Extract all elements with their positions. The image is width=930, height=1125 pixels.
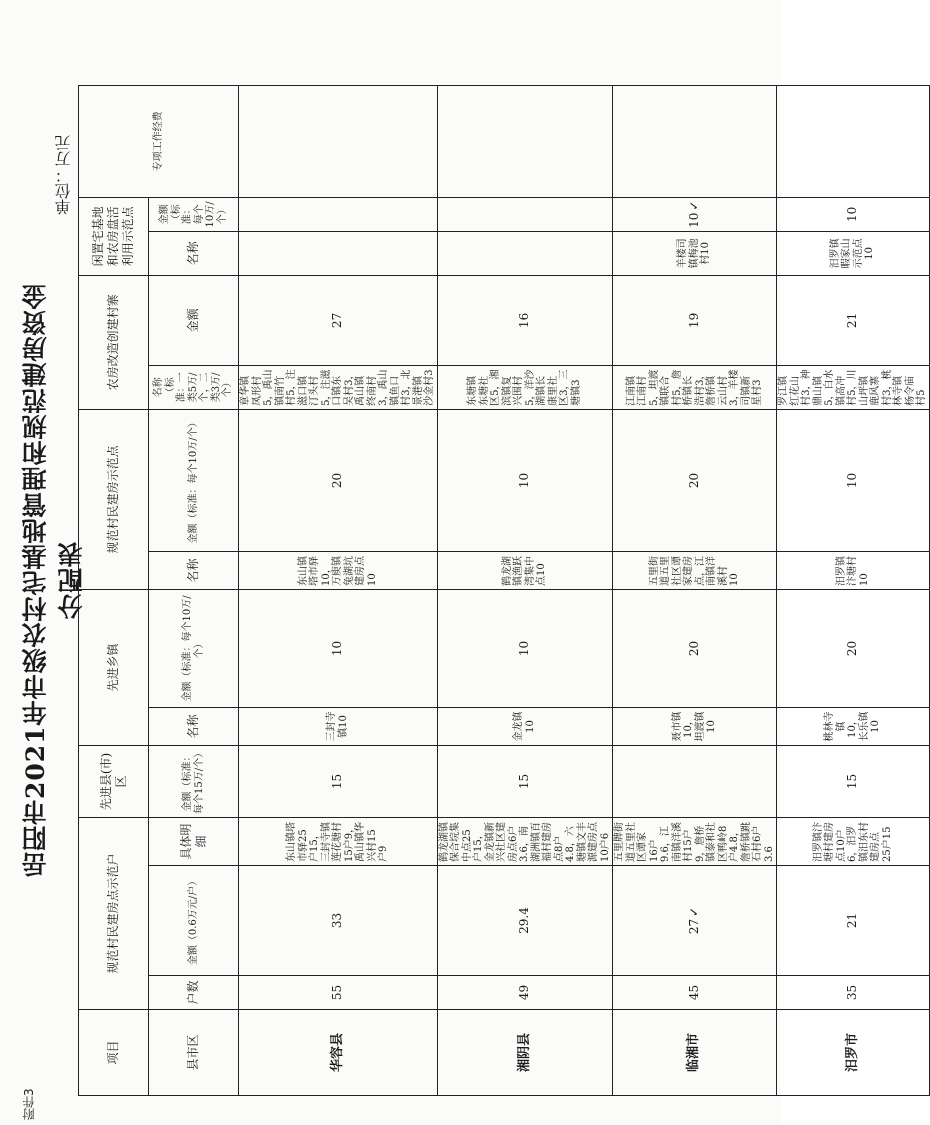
model-amount-cell: 29.4 bbox=[437, 865, 613, 975]
page-title: 岳阳市2021年市级农村宅基地管理和规范建房资金分配表 bbox=[21, 283, 86, 877]
adv-county-amount-cell: 15 bbox=[239, 745, 438, 817]
header-adv-town-group: 先进乡镇 bbox=[79, 589, 149, 745]
model-village-name-cell: 汨罗镇汴塘村10 bbox=[777, 551, 930, 589]
adv-town-amount-cell: 10 bbox=[437, 589, 613, 707]
check-mark-icon: ✓ bbox=[687, 906, 701, 917]
adv-county-amount-cell bbox=[613, 745, 777, 817]
idle-name-cell bbox=[239, 231, 438, 275]
adv-county-amount-cell: 15 bbox=[777, 745, 930, 817]
adv-town-amount-cell: 10 bbox=[239, 589, 438, 707]
header-idle-name: 名称 bbox=[149, 231, 239, 275]
work-fund-cell bbox=[437, 85, 613, 197]
county-cell: 湘阴县 bbox=[437, 1009, 613, 1095]
header-reform-name: 名称（标准：一类5万/个，二类3万/个） bbox=[149, 365, 239, 409]
model-village-name-cell: 东山镇塔市驿10，万庾镇兔湖坑建房点10 bbox=[239, 551, 438, 589]
header-model-amount: 金额（0.6万元/户） bbox=[149, 865, 239, 975]
reform-amount-cell: 19 bbox=[613, 275, 777, 365]
header-row-2 bbox=[149, 85, 239, 1095]
reform-amount-cell: 21 bbox=[777, 275, 930, 365]
details-cell: 东山镇塔市驿25户15，三封寺镇莲花塘村15户9，禹山镇华兴村15户9 bbox=[239, 817, 438, 865]
header-adv-town-name: 名称 bbox=[149, 707, 239, 745]
header-model-village-group: 规范村民建房示范点 bbox=[79, 409, 149, 589]
header-model-group: 规范村民建房点示范户 bbox=[79, 817, 149, 1009]
unit-label: 单位：万元 bbox=[54, 135, 73, 215]
model-village-amount-cell: 20 bbox=[613, 409, 777, 551]
reform-amount-cell: 16 bbox=[437, 275, 613, 365]
work-fund-cell bbox=[777, 85, 930, 197]
allocation-table-wrapper bbox=[78, 88, 927, 1096]
header-work-fund: 专项工作经费 bbox=[79, 85, 239, 197]
idle-name-cell bbox=[437, 231, 613, 275]
adv-town-amount-cell: 20 bbox=[613, 589, 777, 707]
header-model-village-amount: 金额（标准：每个10万/个） bbox=[149, 409, 239, 551]
model-village-name-cell: 五里街道五里社区谭家建房点，江南镇洋溪村10 bbox=[613, 551, 777, 589]
idle-name-cell: 羊楼司镇梅池村10 bbox=[613, 231, 777, 275]
households-cell: 55 bbox=[239, 975, 438, 1009]
county-cell: 临湘市 bbox=[613, 1009, 777, 1095]
idle-amount-cell bbox=[437, 197, 613, 231]
work-fund-cell bbox=[239, 85, 438, 197]
model-amount-cell bbox=[613, 865, 777, 975]
adv-town-name-cell: 聂市镇10，坦渡镇10 bbox=[613, 707, 777, 745]
reform-name-cell: 东塘镇东塘社区5，湘滨镇复兴围村5，洋沙湖镇长康里社区3，三塘镇3 bbox=[437, 365, 613, 409]
allocation-table bbox=[78, 85, 930, 1096]
header-details: 具体明细 bbox=[149, 817, 239, 865]
attachment-label: 附件3 bbox=[22, 1088, 36, 1120]
table-row-huarong bbox=[239, 85, 438, 1095]
header-project: 项目 bbox=[79, 1009, 149, 1095]
header-reform-group: 农房改造创建村寨 bbox=[79, 275, 149, 409]
idle-name-cell: 汨罗镇暇家山示范点10 bbox=[777, 231, 930, 275]
adv-town-amount-cell: 20 bbox=[777, 589, 930, 707]
table-row-linxiang bbox=[613, 85, 777, 1095]
header-county: 县市区 bbox=[149, 1009, 239, 1095]
model-amount-cell: 21 bbox=[777, 865, 930, 975]
households-cell: 35 bbox=[777, 975, 930, 1009]
model-village-name-cell: 鹤龙湖镇渔跃湾集中点10 bbox=[437, 551, 613, 589]
header-idle-group: 闲置宅基地和农房盘活利用示范点 bbox=[79, 197, 149, 275]
idle-amount-cell bbox=[613, 197, 777, 231]
header-model-village-name: 名称 bbox=[149, 551, 239, 589]
header-row-1 bbox=[79, 85, 149, 1095]
idle-amount-cell: 10 bbox=[777, 197, 930, 231]
details-cell: 五里牌街道五里社区谭家16户9.6，江南镇洋溪村15户9，詹桥镇泰和社区鸭岭8户4.8，詹桥镇跳石村6户3.6 bbox=[613, 817, 777, 865]
county-cell: 华容县 bbox=[239, 1009, 438, 1095]
households-cell: 49 bbox=[437, 975, 613, 1009]
header-adv-county-group: 先进县(市)区 bbox=[79, 745, 149, 817]
reform-amount-cell: 27 bbox=[239, 275, 438, 365]
reform-name-cell: 章华镇凤形村5，禹山镇南竹村5，注滋口镇汀头村5，注滋口镇东吴村3，禹山镇终南村3，禹山镇鱼口村3，北景港镇沙金村3 bbox=[239, 365, 438, 409]
reform-name-cell: 江南镇江南村5，坦渡镇联合村5，詹桥镇长浩村3，詹桥镇云山村3，羊楼司镇新星村3 bbox=[613, 365, 777, 409]
reform-name-cell: 罗江镇红花山村3，神鼎山镇5，白水镇高冲村5，川山坪镇鹿风寨村3，桃林寺镇杨令庙村5 bbox=[777, 365, 930, 409]
model-amount-value: 27 bbox=[687, 918, 701, 935]
header-reform-amount: 金额 bbox=[149, 275, 239, 365]
header-households: 户数 bbox=[149, 975, 239, 1009]
table-row-miluo bbox=[777, 85, 930, 1095]
header-idle-amount: 金额（标准：每个10万/个） bbox=[149, 197, 239, 231]
check-mark-icon: ✓ bbox=[687, 200, 701, 211]
header-adv-county-amount: 金额（标准：每个15万/个） bbox=[149, 745, 239, 817]
households-cell: 45 bbox=[613, 975, 777, 1009]
table-row-xiangyin bbox=[437, 85, 613, 1095]
model-amount-cell: 33 bbox=[239, 865, 438, 975]
adv-town-name-cell: 金龙镇10 bbox=[437, 707, 613, 745]
model-village-amount-cell: 10 bbox=[777, 409, 930, 551]
adv-town-name-cell: 三封寺镇10 bbox=[239, 707, 438, 745]
work-fund-cell bbox=[613, 85, 777, 197]
model-village-amount-cell: 10 bbox=[437, 409, 613, 551]
details-cell: 鹤龙湖镇保合垸集中点25户15，金龙镇新兴社区建房点6户3.6，南湖洲镇百福村建房点8户4.8，六塘镇文丰源建房点10户6 bbox=[437, 817, 613, 865]
header-adv-town-amount: 金额（标准：每个10万/个） bbox=[149, 589, 239, 707]
adv-town-name-cell: 桃林寺镇10，长乐镇10 bbox=[777, 707, 930, 745]
adv-county-amount-cell: 15 bbox=[437, 745, 613, 817]
details-cell: 汨罗镇汴塘村建房点10户6，汨罗镇汨东村建房点25户15 bbox=[777, 817, 930, 865]
idle-amount-cell bbox=[239, 197, 438, 231]
county-cell: 汨罗市 bbox=[777, 1009, 930, 1095]
model-village-amount-cell: 20 bbox=[239, 409, 438, 551]
idle-amount-value: 10 bbox=[687, 212, 701, 228]
